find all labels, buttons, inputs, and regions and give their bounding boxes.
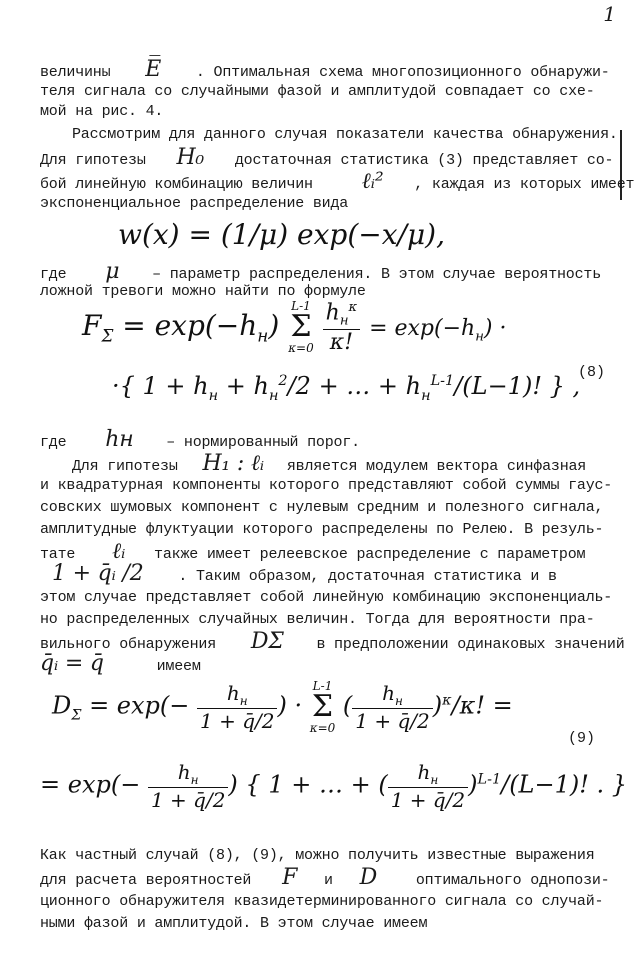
p6-text: для расчета вероятностей [40,872,252,889]
f9-frac2: $\frac{h_н}{1 + q̄/2}$ [352,681,432,733]
p5-line8: но распределенных случайных величин. Тогда для вероятности пра- [40,611,595,628]
p6-text: оптимального однопози- [415,872,610,889]
f8-sum-lower: κ=0 [288,341,314,356]
p1-line2: теля сигнала со случайными фазой и амплитудой совпадает со схе- [40,83,595,100]
p6-line3: ционного обнаружителя квазидетерминированного сигнала со случай- [40,893,604,910]
symbol-li: ℓᵢ [112,539,126,564]
f8-sum [288,300,314,354]
f8-sum-sign: Σ [290,309,312,345]
symbol-h0: H₀ [176,145,205,170]
p1-line3: мой на рис. 4. [40,103,164,120]
p3-text: где [40,266,67,283]
p5-text: имеем [156,658,201,675]
p2-line4: экспоненциальное распределение вида [40,195,349,212]
p3-line2: ложной тревоги можно найти по формуле [40,283,366,300]
p5-text: в предположении одинаковых значений [316,636,625,653]
formula-w: w(x) = (1/μ) exp(−x/μ), [118,218,445,251]
p5-line10 [40,651,201,677]
equation-number-9: (9) [568,730,596,747]
p5-line2: и квадратурная компоненты которого представляют собой суммы гаус- [40,477,613,494]
symbol-d-sigma: DΣ [250,629,284,654]
p1-line1 [40,57,610,83]
symbol-D: D [359,865,378,890]
f9-tail: /(L−1)! . [501,770,605,799]
p2-line2 [40,145,614,171]
f9-D: D [52,691,72,720]
f8-brace-start: ·{ 1 + h [112,372,209,400]
f9-frac4: $\frac{h_н}{1 + q̄/2}$ [388,760,468,812]
f8-exp-right: = exp(−h [369,315,476,341]
f8-sigma-sub: Σ [101,325,114,346]
f8-exp: = exp(−h [122,308,258,342]
f9-frac3-den: 1 + q̄/2 [150,788,226,812]
p5-line3: совских шумовых компонент с нулевым средним и полезного сигнала, [40,499,604,516]
p4-text: где [40,434,67,451]
p5-line4: амплитудные флуктуации которого распределены по Релею. В резуль- [40,521,604,538]
p4-line1 [40,427,360,453]
page-mark: 1 [603,2,616,26]
f9-frac1: $\frac{h_н}{1 + q̄/2}$ [197,681,277,733]
f9-sum-upper: L-1 [312,679,333,693]
f8-F: F [82,308,102,342]
symbol-mu: μ [105,259,120,284]
p5-line6 [40,561,557,587]
p2-text: , каждая из которых имеет [414,176,634,193]
p4-text: – нормированный порог. [166,434,360,451]
f9-sum-sign: Σ [311,689,334,724]
p2-line3 [40,169,634,195]
f9-frac2-den: 1 + q̄/2 [355,709,430,733]
p5-text: является модулем вектора синфазная [286,458,587,475]
symbol-q-eq: q̄ᵢ = q̄ [40,651,104,676]
f9-kfact: /κ! = [451,691,513,720]
f9-frac3: $\frac{h_н}{1 + q̄/2}$ [148,760,228,812]
p3-text: – параметр распределения. В этом случае вероятность [152,266,602,283]
p5-line7: этом случае представляет собой линейную комбинацию экспоненциаль- [40,589,613,606]
p5-line1 [72,451,587,477]
f9-sum-lower: κ=0 [309,721,336,735]
f8-term-den: κ! [329,329,354,355]
p6-line2 [40,865,610,891]
equation-number-8: (8) [578,364,606,381]
p5-text: Для гипотезы [72,458,178,475]
formula-9-line2: = exp(− $\frac{h_н}{1 + q̄/2}$ ) { 1 + … + ( $\frac{h_н}{1 + q̄/2}$ )$^{L-1}$/(L−1)! . } [40,760,628,812]
p5-line9 [40,629,625,655]
symbol-param: 1 + q̄ᵢ /2 [52,561,144,586]
p2-text: бой линейную комбинацию величин [40,176,313,193]
symbol-h1-li: H₁ : ℓᵢ [202,451,265,476]
f8-term: $\frac{h_н^\kappa}{\kappa!}$ [323,300,361,355]
f9-sum [310,680,336,734]
p2-line1: Рассмотрим для данного случая показатели качества обнаружения. [72,126,618,143]
p1-text: . Оптимальная схема многопозиционного обнаружи- [195,64,610,81]
symbol-F: F [282,865,298,890]
formula-9-line1: $D_\Sigma = \exp(-$ $\frac{h_н}{1 + q̄/2}$ ) · L-1 Σ κ=0 ( $\frac{h_н}{1 + q̄/2}$ )$^\kappa$/κ! = [52,679,513,735]
symbol-li-squared: ℓᵢ² [361,169,384,194]
f9-frac1-num: h [226,681,240,705]
f8-term-num: h [325,300,340,326]
formula-8-line1: $F_\Sigma = \exp(-h_н)$ L-1 Σ κ=0 $\frac{h_н^\kappa}{\kappa!}$ = $\exp(-h_н)$ · [82,299,507,356]
f9-dots: 1 + … + [268,770,371,799]
f8-brace-end: /(L−1)! } , [454,372,581,400]
symbol-e-bar: E̅ [145,57,162,82]
p5-text: тате [40,546,76,563]
f9-frac1-den: 1 + q̄/2 [200,709,275,733]
f9-frac4-den: 1 + q̄/2 [390,788,466,812]
p5-text: также имеет релеевское распределение с параметром [154,546,586,563]
p6-line1: Как частный случай (8), (9), можно получить известные выражения [40,847,595,864]
p2-text: Для гипотезы [40,152,146,169]
f8-sum-upper: L-1 [291,299,311,314]
p5-text: вильного обнаружения [40,636,217,653]
f9-exp: = exp [40,770,111,799]
p1-text: величины [40,64,111,81]
p6-text: и [323,872,333,889]
p5-text: . Таким образом, достаточная статистика и в [178,568,557,585]
p6-line4: ными фазой и амплитудой. В этом случае имеем [40,915,428,932]
p2-text: достаточная статистика (3) представляет со- [234,152,614,169]
formula-8-line2: ·{ $1 + h_н + h_н^2/2$ + … + $h_н^{L-1}/(L-1)$! } , [112,372,581,404]
symbol-hn: hн [105,427,134,452]
